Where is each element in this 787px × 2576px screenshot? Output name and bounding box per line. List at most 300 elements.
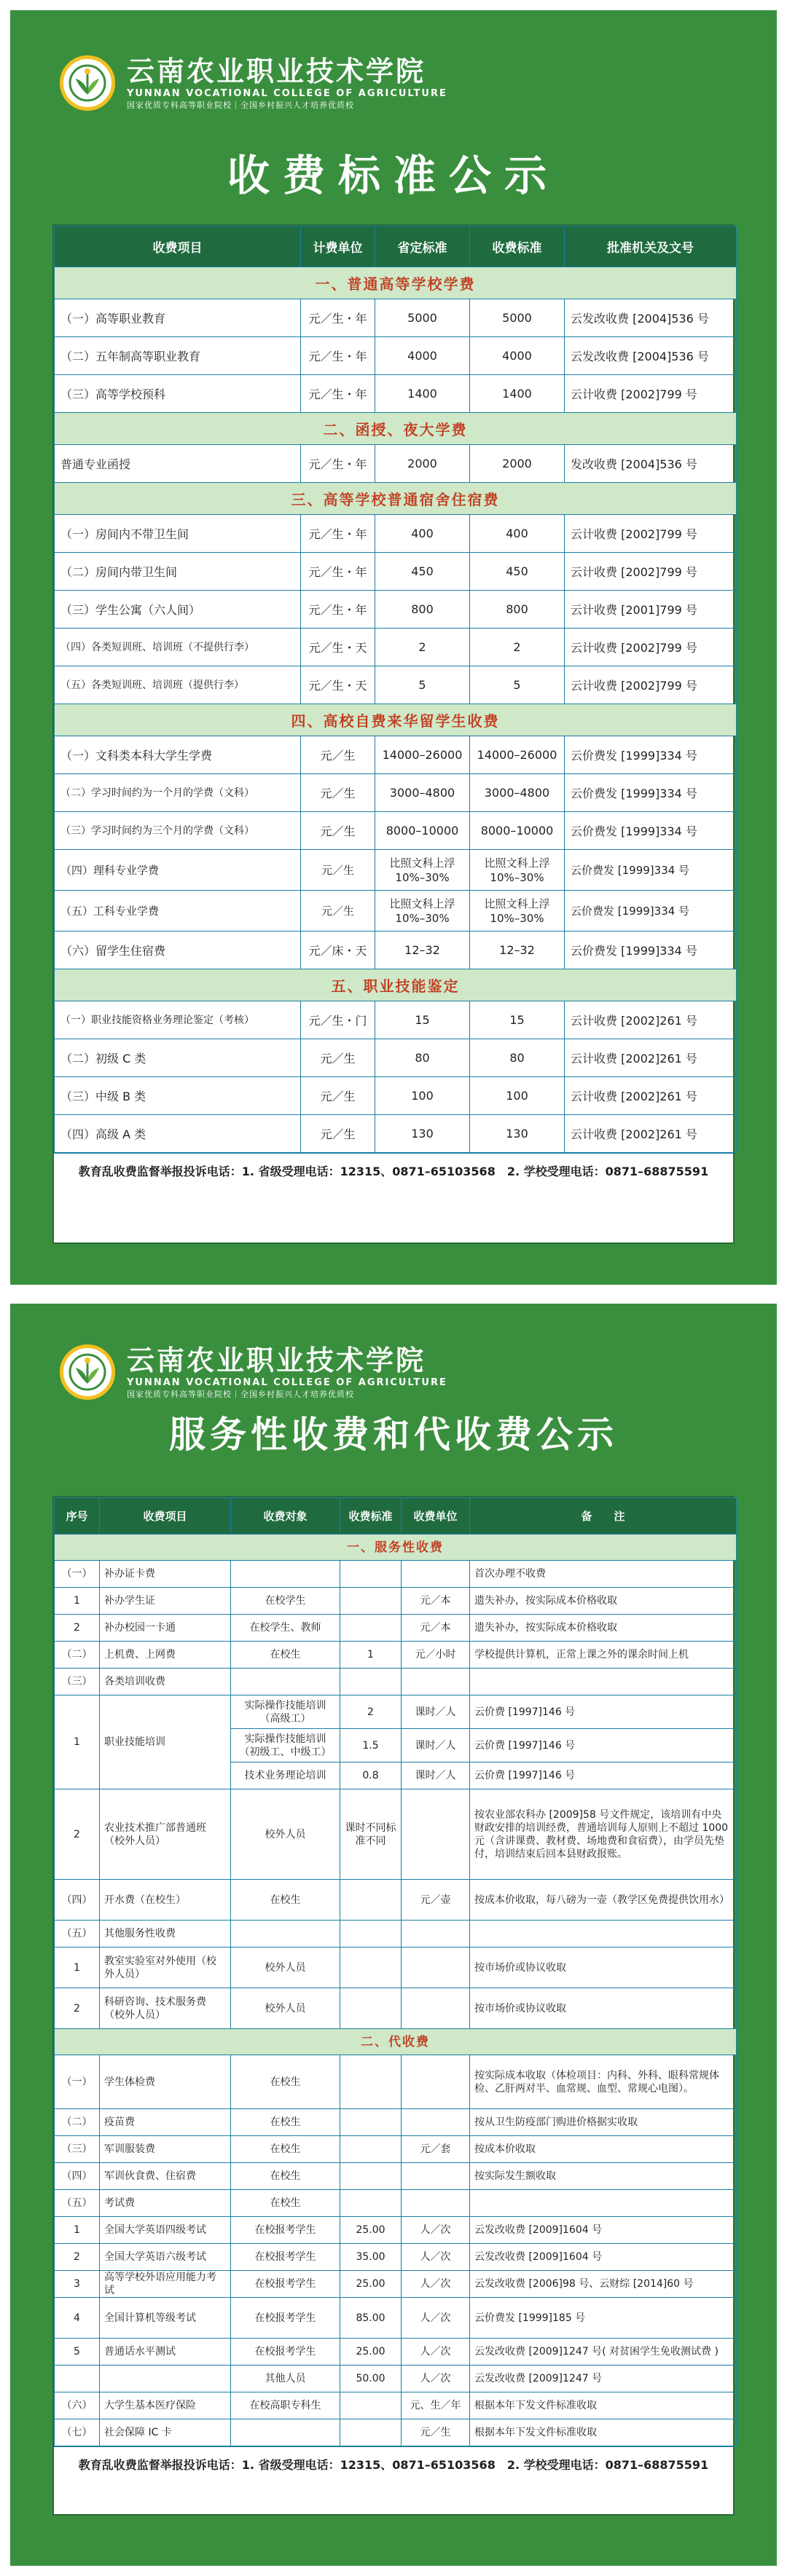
- approval-doc: 发改收费 [2004]536 号: [565, 445, 737, 483]
- fee-standard: 80: [470, 1039, 565, 1077]
- table-row: [55, 1588, 737, 1615]
- approval-doc: 云价费发 [1999]334 号: [565, 774, 737, 812]
- table-row: [55, 337, 737, 375]
- standard-cell: [340, 2109, 402, 2136]
- remark-cell: 按成本价收取: [470, 2136, 737, 2163]
- seq-cell: （三）: [55, 2136, 100, 2163]
- fee-standard: 2: [470, 629, 565, 666]
- table-row: [55, 812, 737, 850]
- unit-cell: [402, 1921, 470, 1947]
- header-cell: 收费标准: [340, 1498, 402, 1535]
- section-title: 四、高校自费来华留学生收费: [55, 704, 737, 736]
- fee-unit: 元／生: [301, 850, 375, 891]
- fee-unit: 元／生: [301, 736, 375, 774]
- table-row: [55, 591, 737, 629]
- province-standard: 5: [375, 666, 470, 704]
- college-name-cn: 云南农业职业技术学院: [127, 55, 426, 87]
- fee-item: （五）各类短训班、培训班（提供行李）: [55, 666, 301, 704]
- seq-cell: （四）: [55, 2163, 100, 2190]
- approval-doc: 云价费发 [1999]334 号: [565, 850, 737, 891]
- fee-unit: 元／生・年: [301, 553, 375, 591]
- fee-table-panel: [52, 224, 735, 1244]
- table-row: [55, 1880, 737, 1921]
- section-title: 三、高等学校普通宿舍住宿费: [55, 483, 737, 515]
- remark-cell: 云价费 [1997]146 号: [470, 1762, 737, 1789]
- fee-item: （三）学习时间约为三个月的学费（文科）: [55, 812, 301, 850]
- remark-cell: 按实际成本收取（体检项目：内科、外科、眼科常规体检、乙肝两对半、血常规、血型、常规心电图）。: [470, 2055, 737, 2109]
- header-cell: 收费单位: [402, 1498, 470, 1535]
- table-row: [55, 2136, 737, 2163]
- standard-cell: 25.00: [340, 2271, 402, 2298]
- fee-standard: 130: [470, 1115, 565, 1153]
- fee-item: （一）房间内不带卫生间: [55, 515, 301, 553]
- standard-cell: 85.00: [340, 2298, 402, 2339]
- item-cell: 农业技术推广部普通班（校外人员）: [100, 1789, 231, 1880]
- standard-cell: [340, 2163, 402, 2190]
- seq-cell: 4: [55, 2298, 100, 2339]
- fee-item: （三）高等学校预科: [55, 375, 301, 413]
- standard-cell: [340, 2055, 402, 2109]
- fee-unit: 元／生・年: [301, 445, 375, 483]
- standard-cell: [340, 1947, 402, 1988]
- target-cell: 在校生: [231, 1642, 340, 1669]
- section-title: 二、函授、夜大学费: [55, 413, 737, 445]
- standard-cell: 35.00: [340, 2244, 402, 2271]
- province-standard: 比照文科上浮 10%–30%: [375, 850, 470, 891]
- unit-cell: 人／次: [402, 2339, 470, 2366]
- item-cell: 军训服装费: [100, 2136, 231, 2163]
- fee-standard-table: [54, 226, 737, 1153]
- seq-cell: 3: [55, 2271, 100, 2298]
- item-cell: 其他服务性收费: [100, 1921, 231, 1947]
- table-row: [55, 2366, 737, 2392]
- table-row: [55, 553, 737, 591]
- fee-unit: 元／生・年: [301, 515, 375, 553]
- approval-doc: 云计收费 [2002]261 号: [565, 1039, 737, 1077]
- table-row: [55, 1561, 737, 1588]
- table-row: [55, 2392, 737, 2419]
- fee-standard: 12–32: [470, 931, 565, 969]
- target-cell: 其他人员: [231, 2366, 340, 2392]
- unit-cell: 元／套: [402, 2136, 470, 2163]
- target-cell: 在校生: [231, 1880, 340, 1921]
- seq-cell: （三）: [55, 1669, 100, 1695]
- target-cell: 校外人员: [231, 1947, 340, 1988]
- table-row: [55, 1789, 737, 1880]
- remark-cell: 按实际发生额收取: [470, 2163, 737, 2190]
- table-row: [55, 2244, 737, 2271]
- province-standard: 800: [375, 591, 470, 629]
- fee-standard: 比照文科上浮 10%–30%: [470, 850, 565, 891]
- section-title: 二、代收费: [55, 2029, 737, 2055]
- target-cell: 在校高职专科生: [231, 2392, 340, 2419]
- target-cell: 在校报考学生: [231, 2339, 340, 2366]
- header-cell: 备 注: [470, 1498, 737, 1535]
- unit-cell: 人／次: [402, 2298, 470, 2339]
- table-row: [55, 1615, 737, 1642]
- standard-cell: 课时不同标准不同: [340, 1789, 402, 1880]
- table-row: [55, 2163, 737, 2190]
- remark-cell: 云发改收费 [2009]1604 号: [470, 2244, 737, 2271]
- seq-cell: 2: [55, 1789, 100, 1880]
- table-header-row: [55, 1498, 737, 1535]
- fee-unit: 元／生: [301, 812, 375, 850]
- fee-item: （一）职业技能资格业务理论鉴定（考核）: [55, 1001, 301, 1039]
- table-row: [55, 1921, 737, 1947]
- remark-cell: 按市场价或协议收取: [470, 1988, 737, 2029]
- standard-cell: [340, 1588, 402, 1615]
- target-cell: 在校报考学生: [231, 2244, 340, 2271]
- standard-cell: 50.00: [340, 2366, 402, 2392]
- remark-cell: 根据本年下发文件标准收取: [470, 2392, 737, 2419]
- table-row: [55, 774, 737, 812]
- standard-cell: [340, 1669, 402, 1695]
- standard-cell: [340, 2190, 402, 2217]
- item-cell: 教室实验室对外使用（校外人员）: [100, 1947, 231, 1988]
- table-row: [55, 2217, 737, 2244]
- seq-cell: 1: [55, 2217, 100, 2244]
- header-cell: 序号: [55, 1498, 100, 1535]
- fee-unit: 元／生・年: [301, 299, 375, 337]
- unit-cell: [402, 2190, 470, 2217]
- fee-standard: 14000–26000: [470, 736, 565, 774]
- target-cell: [231, 1921, 340, 1947]
- section-title: 一、普通高等学校学费: [55, 267, 737, 299]
- target-cell: 在校学生: [231, 1588, 340, 1615]
- province-standard: 15: [375, 1001, 470, 1039]
- item-cell: 社会保障 IC 卡: [100, 2419, 231, 2446]
- fee-unit: 元／生: [301, 891, 375, 931]
- province-standard: 80: [375, 1039, 470, 1077]
- item-cell: 大学生基本医疗保险: [100, 2392, 231, 2419]
- unit-cell: [402, 1988, 470, 2029]
- province-standard: 3000–4800: [375, 774, 470, 812]
- standard-cell: [340, 1561, 402, 1588]
- fee-standard: 1400: [470, 375, 565, 413]
- province-standard: 130: [375, 1115, 470, 1153]
- seq-cell: （六）: [55, 2392, 100, 2419]
- table-row: [55, 629, 737, 666]
- fee-item: （三）中级 B 类: [55, 1077, 301, 1115]
- unit-cell: 课时／人: [402, 1695, 470, 1729]
- service-fee-table-panel: [52, 1496, 735, 2516]
- approval-doc: 云发改收费 [2004]536 号: [565, 299, 737, 337]
- item-cell: 全国大学英语四级考试: [100, 2217, 231, 2244]
- province-standard: 400: [375, 515, 470, 553]
- header-cell: 收费项目: [55, 227, 301, 267]
- table-row: [55, 1115, 737, 1153]
- province-standard: 100: [375, 1077, 470, 1115]
- table-row: [55, 299, 737, 337]
- item-cell: [100, 2366, 231, 2392]
- unit-cell: [402, 2109, 470, 2136]
- standard-cell: 2: [340, 1695, 402, 1729]
- approval-doc: 云发改收费 [2004]536 号: [565, 337, 737, 375]
- remark-cell: 学校提供计算机，正常上课之外的课余时间上机: [470, 1642, 737, 1669]
- unit-cell: 元、生／年: [402, 2392, 470, 2419]
- remark-cell: [470, 1921, 737, 1947]
- fee-item: （二）房间内带卫生间: [55, 553, 301, 591]
- approval-doc: 云价费发 [1999]334 号: [565, 812, 737, 850]
- table-row: [55, 2109, 737, 2136]
- target-cell: 实际操作技能培训（初级工、中级工）: [231, 1729, 340, 1762]
- unit-cell: 人／次: [402, 2244, 470, 2271]
- standard-cell: [340, 1615, 402, 1642]
- unit-cell: [402, 1947, 470, 1988]
- fee-unit: 元／床・天: [301, 931, 375, 969]
- province-standard: 比照文科上浮 10%–30%: [375, 891, 470, 931]
- standard-cell: [340, 2392, 402, 2419]
- item-cell: 各类培训收费: [100, 1669, 231, 1695]
- seq-cell: 1: [55, 1947, 100, 1988]
- seq-cell: [55, 2366, 100, 2392]
- fee-item: （二）学习时间约为一个月的学费（文科）: [55, 774, 301, 812]
- fee-item: （二）初级 C 类: [55, 1039, 301, 1077]
- remark-cell: [470, 2190, 737, 2217]
- remark-cell: 云价费发 [1999]185 号: [470, 2298, 737, 2339]
- remark-cell: 根据本年下发文件标准收取: [470, 2419, 737, 2446]
- table-row: [55, 850, 737, 891]
- seq-cell: 1: [55, 1588, 100, 1615]
- unit-cell: 课时／人: [402, 1762, 470, 1789]
- complaint-hotline: 教育乱收费监督举报投诉电话：1. 省级受理电话：12315、0871–65103568 2. 学校受理电话：0871–68875591: [54, 1153, 733, 1188]
- unit-cell: 元／本: [402, 1615, 470, 1642]
- seq-cell: （五）: [55, 2190, 100, 2217]
- remark-cell: 遗失补办，按实际成本价格收取: [470, 1615, 737, 1642]
- fee-standard: 比照文科上浮 10%–30%: [470, 891, 565, 931]
- table-row: [55, 1947, 737, 1988]
- standard-cell: 25.00: [340, 2339, 402, 2366]
- fee-item: （一）文科类本科大学生学费: [55, 736, 301, 774]
- item-cell: 高等学校外语应用能力考试: [100, 2271, 231, 2298]
- item-cell: 军训伙食费、住宿费: [100, 2163, 231, 2190]
- unit-cell: [402, 1789, 470, 1880]
- fee-item: （二）五年制高等职业教育: [55, 337, 301, 375]
- unit-cell: 课时／人: [402, 1729, 470, 1762]
- target-cell: 在校报考学生: [231, 2298, 340, 2339]
- remark-cell: 云发改收费 [2009]1247 号( 对贫困学生免收测试费 ): [470, 2339, 737, 2366]
- remark-cell: 按成本价收取，每八磅为一壶（教学区免费提供饮用水）: [470, 1880, 737, 1921]
- college-emblem-icon: [60, 55, 115, 111]
- approval-doc: 云计收费 [2002]261 号: [565, 1077, 737, 1115]
- fee-standard: 5000: [470, 299, 565, 337]
- item-cell: 科研咨询、技术服务费（校外人员）: [100, 1988, 231, 2029]
- remark-cell: 按从卫生防疫部门购进价格据实收取: [470, 2109, 737, 2136]
- seq-cell: 2: [55, 1988, 100, 2029]
- fee-standard-board: [10, 10, 777, 1285]
- approval-doc: 云计收费 [2002]261 号: [565, 1115, 737, 1153]
- item-cell: 上机费、上网费: [100, 1642, 231, 1669]
- target-cell: 在校生: [231, 2136, 340, 2163]
- item-cell: 开水费（在校生）: [100, 1880, 231, 1921]
- remark-cell: 云发改收费 [2006]98 号、云财综 [2014]60 号: [470, 2271, 737, 2298]
- table-row: [55, 1001, 737, 1039]
- target-cell: [231, 1669, 340, 1695]
- header-cell: 收费项目: [100, 1498, 231, 1535]
- approval-doc: 云计收费 [2002]799 号: [565, 515, 737, 553]
- target-cell: [231, 1561, 340, 1588]
- table-row: [55, 1077, 737, 1115]
- unit-cell: 元／壶: [402, 1880, 470, 1921]
- item-cell: 疫苗费: [100, 2109, 231, 2136]
- table-row: [55, 1695, 737, 1729]
- table-row: [55, 2298, 737, 2339]
- target-cell: 在校生: [231, 2163, 340, 2190]
- table-row: [55, 736, 737, 774]
- fee-standard: 100: [470, 1077, 565, 1115]
- unit-cell: [402, 1561, 470, 1588]
- section-title: 一、服务性收费: [55, 1535, 737, 1561]
- college-name-en: YUNNAN VOCATIONAL COLLEGE OF AGRICULTURE: [127, 1377, 447, 1388]
- table-row: [55, 1642, 737, 1669]
- remark-cell: 首次办理不收费: [470, 1561, 737, 1588]
- approval-doc: 云计收费 [2002]799 号: [565, 629, 737, 666]
- unit-cell: [402, 1669, 470, 1695]
- fee-standard: 4000: [470, 337, 565, 375]
- province-standard: 12–32: [375, 931, 470, 969]
- college-tagline: 国家优质专科高等职业院校｜全国乡村振兴人才培养优质校: [127, 1390, 354, 1399]
- seq-cell: 1: [55, 1695, 100, 1789]
- fee-unit: 元／生・年: [301, 591, 375, 629]
- page-title: 服务性收费和代收费公示: [169, 1413, 618, 1456]
- item-cell: 补办证卡费: [100, 1561, 231, 1588]
- item-cell: 补办校园一卡通: [100, 1615, 231, 1642]
- table-row: [55, 2271, 737, 2298]
- unit-cell: 人／次: [402, 2217, 470, 2244]
- fee-unit: 元／生: [301, 1077, 375, 1115]
- item-cell: 职业技能培训: [100, 1695, 231, 1789]
- standard-cell: [340, 1988, 402, 2029]
- target-cell: 实际操作技能培训（高级工）: [231, 1695, 340, 1729]
- approval-doc: 云价费发 [1999]334 号: [565, 736, 737, 774]
- unit-cell: 人／次: [402, 2271, 470, 2298]
- unit-cell: [402, 2055, 470, 2109]
- fee-item: （四）各类短训班、培训班（不提供行李）: [55, 629, 301, 666]
- fee-unit: 元／生: [301, 774, 375, 812]
- fee-unit: 元／生・年: [301, 375, 375, 413]
- seq-cell: （七）: [55, 2419, 100, 2446]
- remark-cell: 云价费 [1997]146 号: [470, 1695, 737, 1729]
- fee-item: （六）留学生住宿费: [55, 931, 301, 969]
- standard-cell: [340, 2419, 402, 2446]
- target-cell: 技术业务理论培训: [231, 1762, 340, 1789]
- province-standard: 5000: [375, 299, 470, 337]
- college-logo: [60, 1344, 447, 1400]
- approval-doc: 云计收费 [2001]799 号: [565, 591, 737, 629]
- remark-cell: [470, 1669, 737, 1695]
- service-fee-table: [54, 1497, 737, 2446]
- fee-standard: 15: [470, 1001, 565, 1039]
- approval-doc: 云价费发 [1999]334 号: [565, 931, 737, 969]
- fee-standard: 400: [470, 515, 565, 553]
- item-cell: 学生体检费: [100, 2055, 231, 2109]
- section-title: 五、职业技能鉴定: [55, 969, 737, 1001]
- remark-cell: 遗失补办，按实际成本价格收取: [470, 1588, 737, 1615]
- province-standard: 14000–26000: [375, 736, 470, 774]
- table-row: [55, 666, 737, 704]
- approval-doc: 云计收费 [2002]799 号: [565, 553, 737, 591]
- standard-cell: [340, 2136, 402, 2163]
- seq-cell: 5: [55, 2339, 100, 2366]
- province-standard: 4000: [375, 337, 470, 375]
- item-cell: 普通话水平测试: [100, 2339, 231, 2366]
- province-standard: 2000: [375, 445, 470, 483]
- target-cell: 在校报考学生: [231, 2217, 340, 2244]
- seq-cell: 2: [55, 2244, 100, 2271]
- province-standard: 1400: [375, 375, 470, 413]
- target-cell: 在校生: [231, 2109, 340, 2136]
- item-cell: 考试费: [100, 2190, 231, 2217]
- fee-standard: 800: [470, 591, 565, 629]
- fee-item: （三）学生公寓（六人间）: [55, 591, 301, 629]
- province-standard: 8000–10000: [375, 812, 470, 850]
- target-cell: 校外人员: [231, 1789, 340, 1880]
- college-logo: [60, 55, 447, 111]
- standard-cell: 0.8: [340, 1762, 402, 1789]
- unit-cell: 人／次: [402, 2366, 470, 2392]
- fee-item: （五）工科专业学费: [55, 891, 301, 931]
- fee-item: 普通专业函授: [55, 445, 301, 483]
- table-row: [55, 375, 737, 413]
- unit-cell: 元／小时: [402, 1642, 470, 1669]
- target-cell: 在校生: [231, 2055, 340, 2109]
- table-header-row: [55, 227, 737, 267]
- service-fee-board: [10, 1304, 777, 2566]
- table-row: [55, 445, 737, 483]
- fee-unit: 元／生: [301, 1039, 375, 1077]
- province-standard: 450: [375, 553, 470, 591]
- table-row: [55, 931, 737, 969]
- college-tagline: 国家优质专科高等职业院校｜全国乡村振兴人才培养优质校: [127, 101, 354, 110]
- table-row: [55, 1039, 737, 1077]
- approval-doc: 云价费发 [1999]334 号: [565, 891, 737, 931]
- fee-standard: 2000: [470, 445, 565, 483]
- table-row: [55, 2339, 737, 2366]
- fee-unit: 元／生・年: [301, 337, 375, 375]
- target-cell: [231, 2419, 340, 2446]
- item-cell: 全国计算机等级考试: [100, 2298, 231, 2339]
- fee-standard: 8000–10000: [470, 812, 565, 850]
- table-row: [55, 2055, 737, 2109]
- standard-cell: [340, 1921, 402, 1947]
- target-cell: 校外人员: [231, 1988, 340, 2029]
- target-cell: 在校报考学生: [231, 2271, 340, 2298]
- table-row: [55, 891, 737, 931]
- target-cell: 在校生: [231, 2190, 340, 2217]
- fee-item: （一）高等职业教育: [55, 299, 301, 337]
- fee-unit: 元／生・天: [301, 629, 375, 666]
- target-cell: 在校学生、教师: [231, 1615, 340, 1642]
- unit-cell: [402, 2163, 470, 2190]
- unit-cell: 元／生: [402, 2419, 470, 2446]
- college-name-cn: 云南农业职业技术学院: [127, 1344, 426, 1376]
- college-emblem-icon: [60, 1344, 115, 1400]
- table-row: [55, 515, 737, 553]
- college-name-en: YUNNAN VOCATIONAL COLLEGE OF AGRICULTURE: [127, 88, 447, 99]
- remark-cell: 按农业部农科办 [2009]58 号文件规定，该培训有中央财政安排的培训经费，普通培训每人原则上不超过 1000 元（含讲课费、教材费、场地费和食宿费），由学员先垫付，培训结束后回本县财政报账。: [470, 1789, 737, 1880]
- complaint-hotline: 教育乱收费监督举报投诉电话：1. 省级受理电话：12315、0871–65103568 2. 学校受理电话：0871–68875591: [54, 2446, 733, 2481]
- unit-cell: 元／本: [402, 1588, 470, 1615]
- approval-doc: 云计收费 [2002]799 号: [565, 666, 737, 704]
- header-cell: 计费单位: [301, 227, 375, 267]
- remark-cell: 云价费 [1997]146 号: [470, 1729, 737, 1762]
- seq-cell: （二）: [55, 2109, 100, 2136]
- header-cell: 收费对象: [231, 1498, 340, 1535]
- province-standard: 2: [375, 629, 470, 666]
- header-cell: 收费标准: [470, 227, 565, 267]
- standard-cell: 25.00: [340, 2217, 402, 2244]
- fee-item: （四）理科专业学费: [55, 850, 301, 891]
